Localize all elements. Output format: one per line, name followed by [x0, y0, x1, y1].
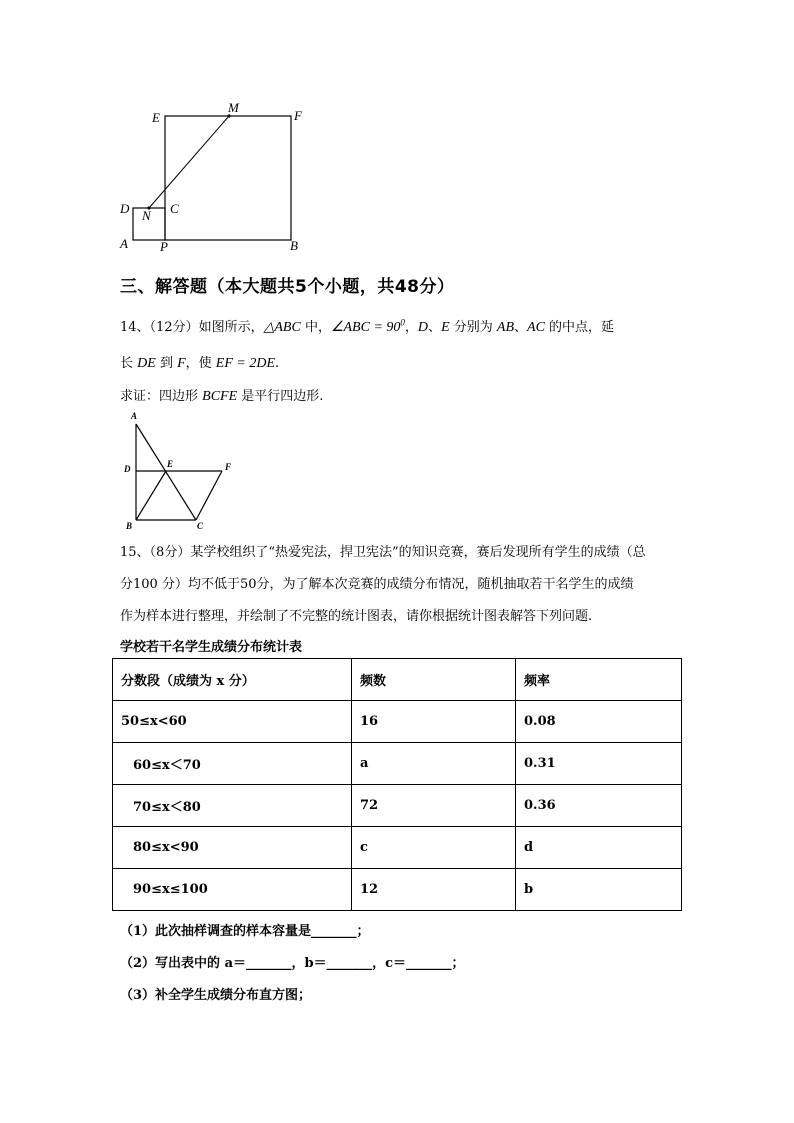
q14-line2-c: ，使 — [185, 356, 216, 371]
score-distribution-table — [112, 658, 682, 911]
cell-range: 90≤x≤100 — [113, 869, 352, 911]
q14-e: E — [441, 320, 450, 335]
cell-range: 60≤x＜70 — [113, 743, 352, 785]
table-row — [113, 869, 682, 911]
q14-text1: 中， — [300, 320, 331, 335]
table-row — [113, 743, 682, 785]
cell-count: c — [352, 827, 516, 869]
q14-angle-text: ∠ABC = 90 — [330, 320, 401, 335]
question-2: （2）写出表中的 a＝_______，b＝_______，c＝_______； — [120, 956, 465, 971]
table-row — [113, 701, 682, 743]
q14-line2-d: . — [275, 356, 280, 371]
header-score-range: 分数段（成绩为 x 分） — [113, 659, 352, 701]
label-c: C — [170, 201, 179, 216]
label-a: A — [131, 411, 138, 421]
q14-ef: EF = 2DE — [215, 356, 275, 371]
q15-line2: 分100 分）均不低于50分，为了解本次竞赛的成绩分布情况，随机抽取若干名学生的成绩 — [120, 577, 634, 592]
label-b: B — [126, 521, 133, 531]
q14-text2: ， — [404, 320, 418, 335]
q14-number: 14、（12分）如图所示， — [120, 320, 264, 335]
cell-rate: d — [516, 827, 682, 869]
q14-de: DE — [137, 356, 156, 371]
cell-rate: 0.31 — [516, 743, 682, 785]
cell-rate: 0.08 — [516, 701, 682, 743]
cell-range: 80≤x<90 — [113, 827, 352, 869]
q14-ab: AB — [496, 320, 514, 335]
cell-count: a — [352, 743, 516, 785]
header-frequency: 频数 — [352, 659, 516, 701]
q14-line2-a: 长 — [120, 356, 138, 371]
label-c: C — [197, 521, 204, 531]
q14-f: F — [177, 356, 186, 371]
label-d: D — [120, 201, 130, 216]
cell-count: 72 — [352, 785, 516, 827]
q14-line2-b: 到 — [155, 356, 178, 371]
q14-sep2: 、 — [514, 320, 528, 335]
label-d: D — [124, 464, 131, 474]
cell-count: 12 — [352, 869, 516, 911]
q14-text4: 的中点，延 — [544, 320, 615, 335]
label-n: N — [142, 208, 151, 223]
q15-line1: 15、（8分）某学校组织了“热爱宪法，捍卫宪法”的知识竞赛，赛后发现所有学生的成绩（总 — [120, 545, 646, 560]
section-heading: 三、解答题（本大题共5个小题，共48分） — [120, 277, 455, 297]
table-row — [113, 827, 682, 869]
label-a: A — [120, 236, 128, 251]
q14-text3: 分别为 — [449, 320, 497, 335]
cell-range: 70≤x＜80 — [113, 785, 352, 827]
segment-be — [136, 471, 166, 520]
table-header-row — [113, 659, 682, 701]
label-e: E — [167, 459, 174, 469]
figure-triangle — [0, 0, 794, 540]
q14-ac: AC — [527, 320, 545, 335]
q15-line3: 作为样本进行整理，并绘制了不完整的统计图表，请你根据统计图表解答下列问题. — [120, 609, 593, 624]
cell-rate: 0.36 — [516, 785, 682, 827]
q14-angle-sup: 0 — [400, 317, 405, 328]
label-f: F — [294, 108, 302, 123]
cell-rate: b — [516, 869, 682, 911]
header-relative-frequency: 频率 — [516, 659, 682, 701]
label-m: M — [228, 100, 239, 115]
q14-bcfe: BCFE — [202, 389, 238, 404]
label-b: B — [290, 238, 298, 253]
q14-d: D — [417, 320, 429, 335]
q14-prove-b: 是平行四边形. — [237, 389, 324, 404]
table-row — [113, 785, 682, 827]
q14-sep1: 、 — [428, 320, 442, 335]
cell-range: 50≤x<60 — [113, 701, 352, 743]
label-f: F — [225, 462, 232, 472]
q14-prove-a: 求证：四边形 — [120, 389, 203, 404]
q14-triangle: △ABC — [263, 320, 301, 335]
table-caption: 学校若干名学生成绩分布统计表 — [120, 640, 303, 655]
question-1: （1）此次抽样调查的样本容量是_______； — [120, 924, 370, 939]
label-p: P — [160, 239, 168, 254]
label-e: E — [152, 110, 160, 125]
segment-cf — [196, 471, 222, 520]
question-3: （3）补全学生成绩分布直方图； — [120, 988, 312, 1003]
cell-count: 16 — [352, 701, 516, 743]
